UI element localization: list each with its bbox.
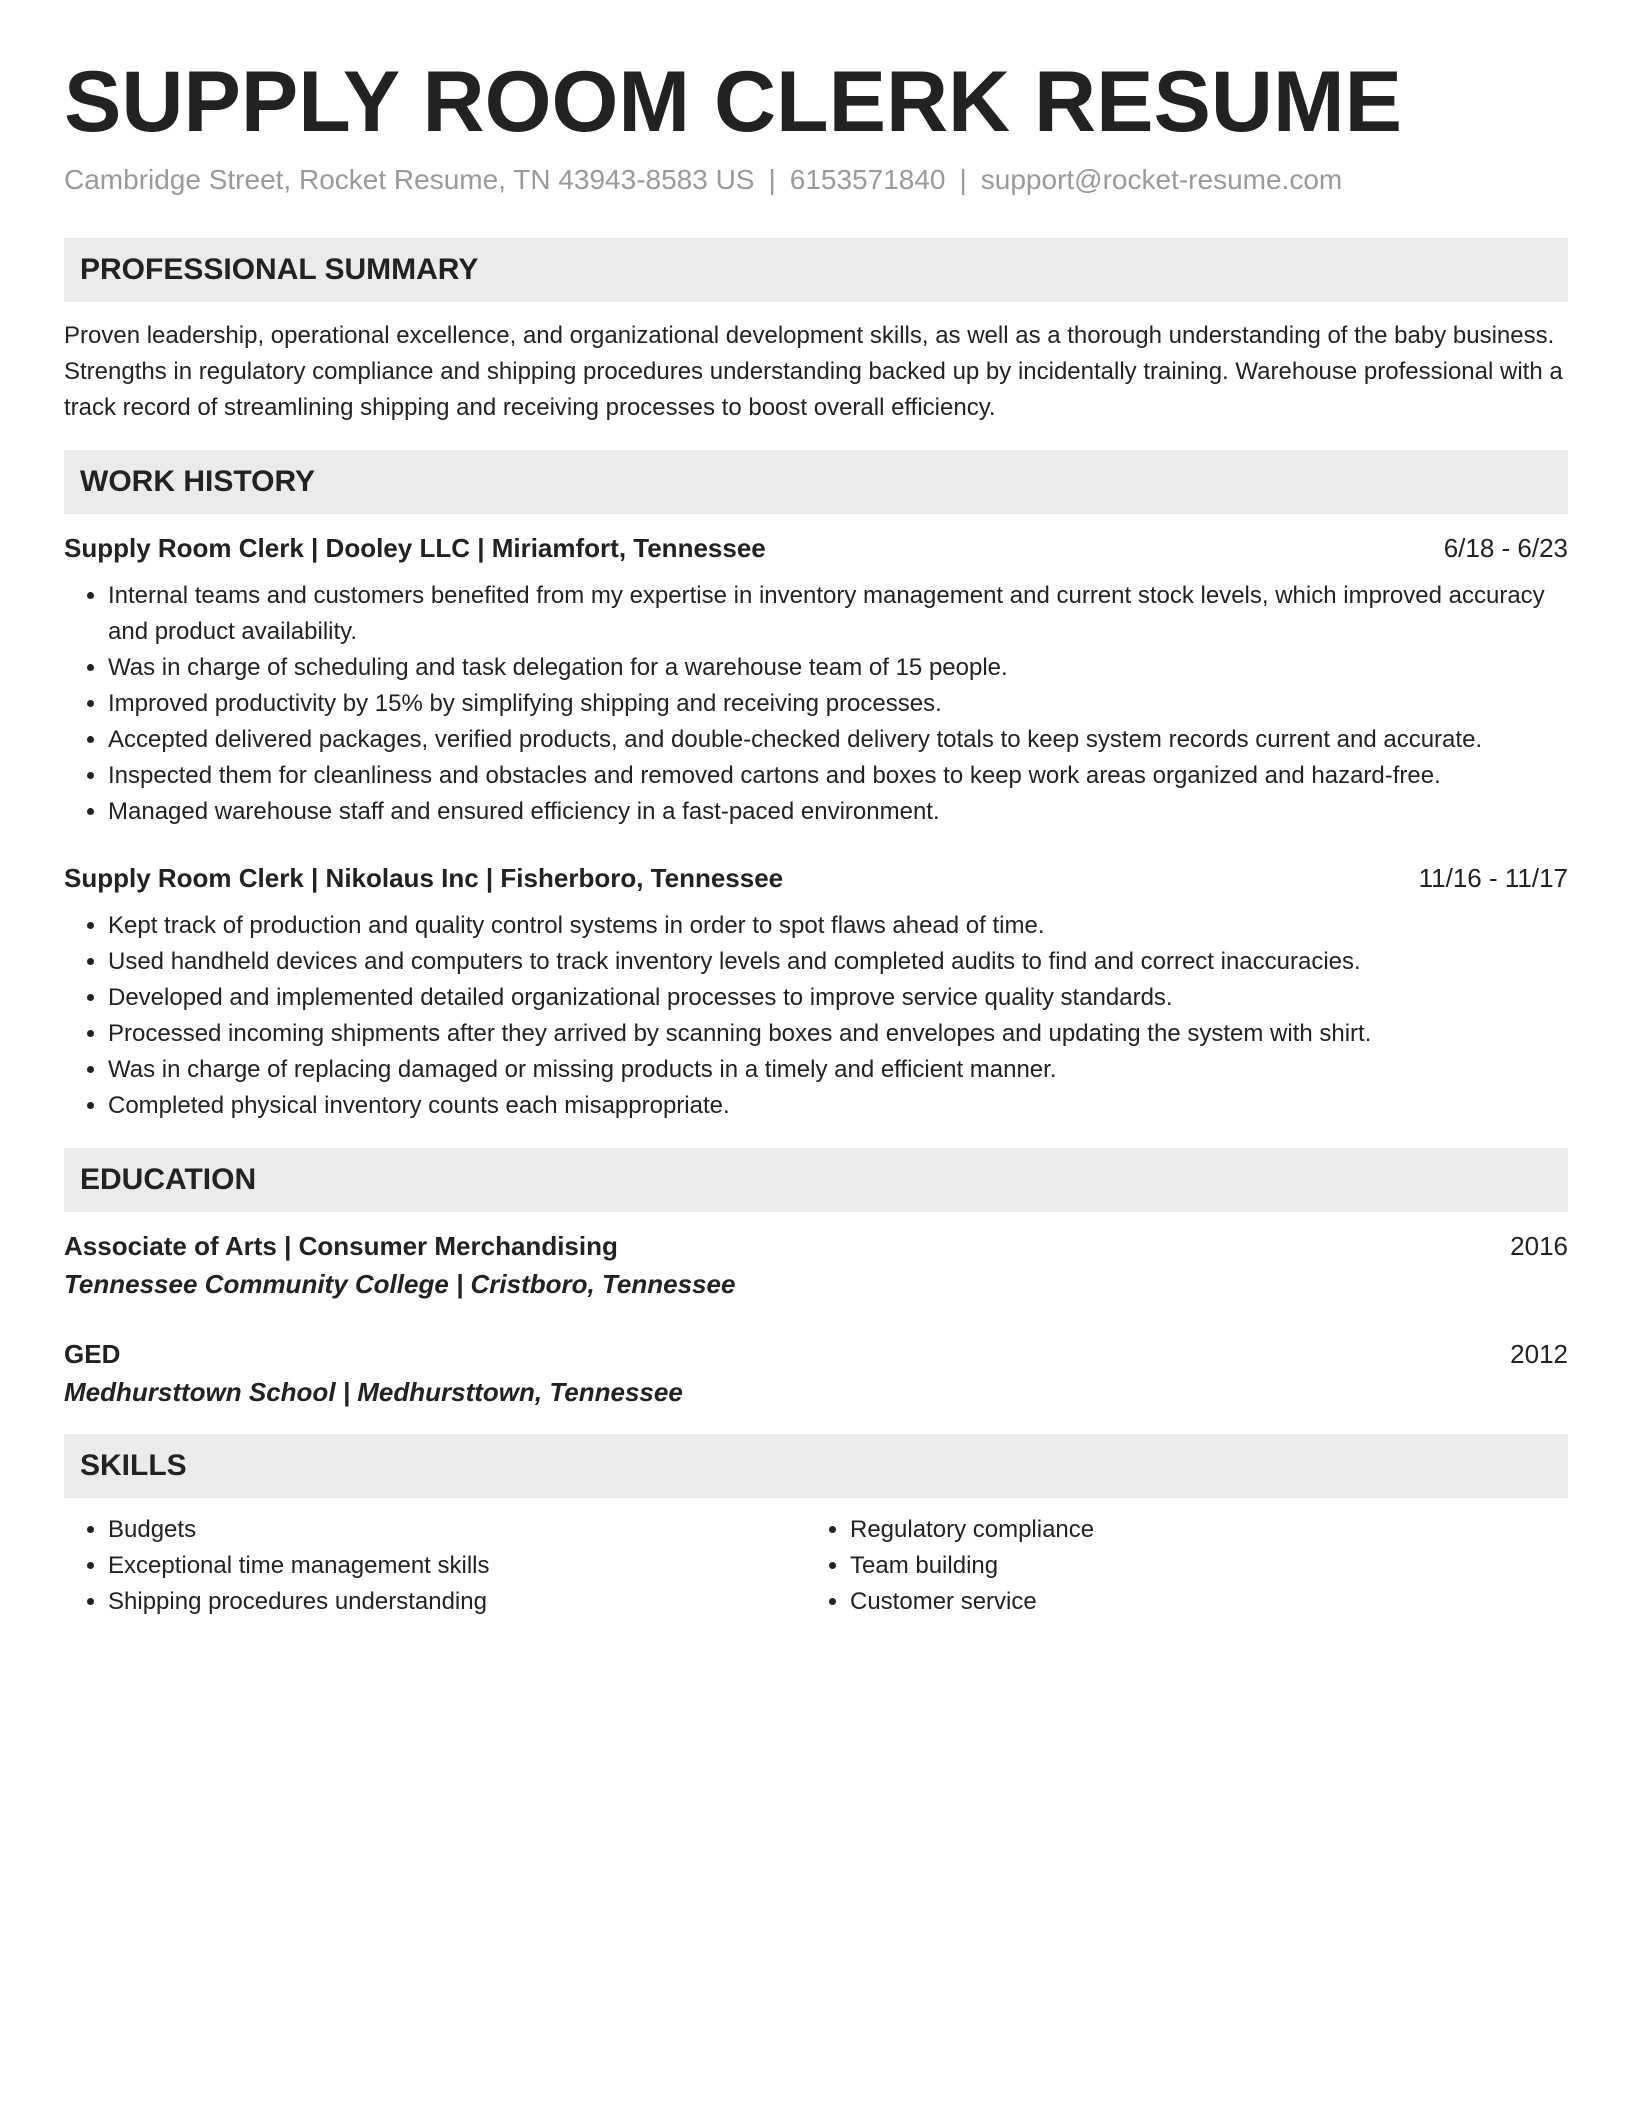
education-degree: Associate of Arts | Consumer Merchandising [64,1231,618,1261]
job-entry [64,860,1568,1124]
job-bullets [64,908,1568,1124]
section-heading-education: EDUCATION [64,1148,1568,1212]
section-heading-work: WORK HISTORY [64,450,1568,514]
job-bullet: • Used handheld devices and computers to track inventory levels and completed audits to find and correct inaccuracies. [108,944,1568,980]
job-bullet: • Internal teams and customers benefited from my expertise in inventory management and current stock levels, which improved accuracy and product availability. [108,578,1568,650]
job-header [64,530,1568,566]
job-entry [64,530,1568,830]
job-bullet: • Kept track of production and quality control systems in order to spot flaws ahead of time. [108,908,1568,944]
contact-separator: | [768,164,776,195]
section-heading-skills: SKILLS [64,1434,1568,1498]
education-year: 2016 [1510,1231,1568,1261]
summary-text: Proven leadership, operational excellence, and organizational development skills, as well as a thorough understanding of the baby business. Strengths in regulatory compliance and shipping procedures understanding backed up by incidentally training. Warehouse professional with a track record of streamlining shipping and receiving processes to boost overall efficiency. [64,322,1563,421]
job-bullet: • Accepted delivered packages, verified products, and double-checked delivery totals to keep system records current and accurate. [108,722,1568,758]
skill-item: • Team building [850,1548,1548,1584]
contact-line [64,162,1568,198]
skills-column-right [806,1512,1548,1620]
job-bullet: • Managed warehouse staff and ensured efficiency in a fast-paced environment. [108,794,1568,830]
contact-phone: 6153571840 [789,164,946,195]
contact-email: support@rocket-resume.com [980,164,1343,195]
education-school: Medhursttown School | Medhursttown, Tennessee [64,1377,683,1407]
job-bullet: • Inspected them for cleanliness and obstacles and removed cartons and boxes to keep work areas organized and hazard-free. [108,758,1568,794]
contact-address: Cambridge Street, Rocket Resume, TN 43943-8583 US [64,164,755,195]
job-date: 6/18 - 6/23 [1443,533,1568,563]
job-bullet: • Processed incoming shipments after they arrived by scanning boxes and envelopes and updating the system with shirt. [108,1016,1568,1052]
skills-list [64,1512,1568,1620]
section-heading-summary: PROFESSIONAL SUMMARY [64,238,1568,302]
skills-column-left [64,1512,806,1620]
job-bullet: • Completed physical inventory counts each misappropriate. [108,1088,1568,1124]
job-bullets [64,578,1568,830]
skill-item: • Budgets [108,1512,806,1548]
education-year: 2012 [1510,1339,1568,1369]
education-entry [64,1228,1568,1302]
skill-item: • Exceptional time management skills [108,1548,806,1584]
contact-separator: | [959,164,967,195]
skill-item: • Customer service [850,1584,1548,1620]
job-header [64,860,1568,896]
resume-page [64,52,1568,1620]
job-bullet: • Developed and implemented detailed organizational processes to improve service quality standards. [108,980,1568,1016]
education-school: Tennessee Community College | Cristboro, Tennessee [64,1269,736,1299]
skill-item: • Shipping procedures understanding [108,1584,806,1620]
education-header [64,1228,1568,1264]
job-bullet: • Was in charge of scheduling and task delegation for a warehouse team of 15 people. [108,650,1568,686]
resume-title: SUPPLY ROOM CLERK RESUME [64,54,1402,150]
job-bullet: • Improved productivity by 15% by simplifying shipping and receiving processes. [108,686,1568,722]
job-date: 11/16 - 11/17 [1418,863,1568,893]
education-header [64,1336,1568,1372]
education-degree: GED [64,1339,121,1369]
job-bullet: • Was in charge of replacing damaged or missing products in a timely and efficient manner. [108,1052,1568,1088]
job-title: Supply Room Clerk | Dooley LLC | Miriamfort, Tennessee [64,533,766,563]
skill-item: • Regulatory compliance [850,1512,1548,1548]
education-entry [64,1336,1568,1410]
job-title: Supply Room Clerk | Nikolaus Inc | Fisherboro, Tennessee [64,863,784,893]
